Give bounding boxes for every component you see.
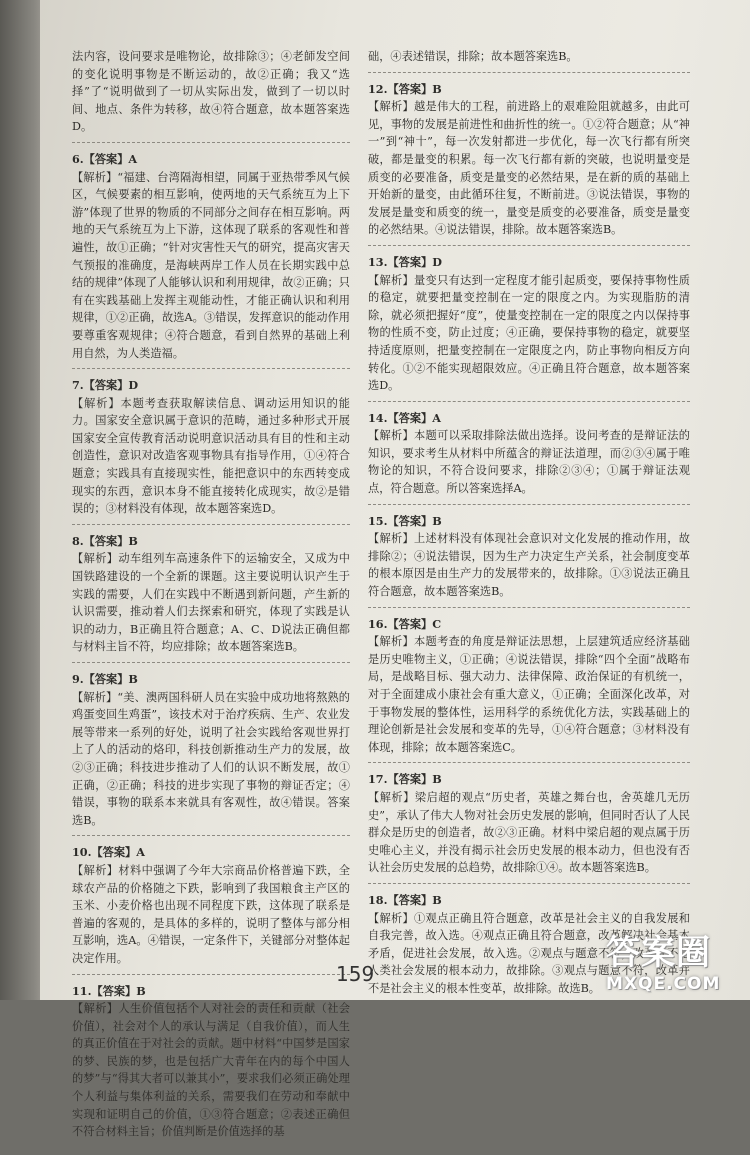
explanation-text: 【解析】量变只有达到一定程度才能引起质变，要保持事物性质的稳定，就要把量变控制在一定的限度之内。为实现脂肪的清除，就必须把握好“度”，使量变控制在一定的限度之内以保持事物的性质不变，防止过度；④正确，要保持事物的稳定，就要坚持适度原则，把量变控制在一定限度之内，防止事物向相反方向转化。①②不能实现超限效应。④正确且符合题意，故本题答案选D。 [368, 273, 690, 393]
answer-11 [72, 983, 350, 1147]
explanation-text: 【解析】材料中强调了今年大宗商品价格普遍下跌，全球农产品的价格随之下跌，影响到了我国粮食主产区的玉米、小麦价格也出现不同程度下跌，这体现了联系是普遍的客观的，是具体的多样的，说明了整体与部分相互影响，选A。④错误，一定条件下，关键部分对整体起决定作用。 [72, 863, 350, 965]
answer-7 [72, 377, 350, 525]
explanation-text: 【解析】人生价值包括个人对社会的责任和贡献（社会价值），社会对个人的承认与满足（自我价值），而人生的真正价值在于对社会的贡献。题中材料“中国梦是国家的梦、民族的梦，也是包括广大青年在内的每个中国人的梦”与“得其大者可以兼其小”，要求我们必须正确处理个人利益与集体利益的关系，需要我们在劳动和奉献中实现和证明自己的价值，①③符合题意；②表述正确但不符合材料主旨；价值判断是价值选择的基 [72, 1002, 350, 1139]
answer-17 [368, 771, 690, 884]
answer-label: 6.【答案】A [72, 151, 138, 166]
watermark-logo [606, 925, 738, 995]
answer-label: 7.【答案】D [72, 378, 139, 393]
answer-16 [368, 616, 690, 764]
answer-label: 18.【答案】B [368, 892, 442, 907]
answer-14 [368, 410, 690, 505]
explanation-text: 【解析】“福建、台湾隔海相望，同属于亚热带季风气候区，气候要素的相互影响，使两地的天气系统互为上下游”体现了世界的物质的不同部分之间存在相互影响。两地的天气系统互为上下游，这体现了联系的客观性和普遍性，故①正确；“针对灾害性天气的研究，提高灾害天气预报的准确度，是海峡两岸工作人员在长期实践中总结的规律”体现了人能够认识和利用规律，故②正确；只有在实践基础上发挥主观能动性，才能正确认识和利用规律，①②正确，故选A。③错误，发挥意识的能动作用要尊重客观规律；④符合题意，看到自然界的基础上利用自然，为人类造福。 [72, 170, 350, 360]
watermark-line1: 答案圈 [606, 933, 711, 973]
explanation-text: 【解析】本题可以采取排除法做出选择。设问考查的是辩证法的知识，要求考生从材料中所蕴含的辩证法道理，而②③④属于唯物论的知识，不符合设问要求，排除②③④；①属于辩证法观点，符合题意。所以答案选择A。 [368, 429, 690, 496]
answer-label: 13.【答案】D [368, 254, 442, 269]
explanation-text: 【解析】上述材料没有体现社会意识对文化发展的推动作用，故排除②；④说法错误，因为生产力决定生产关系，社会制度变革的根本原因是由生产力的发展带来的，故排除。①③说法正确且符合题意，故本题答案选B。 [368, 532, 690, 599]
answer-12 [368, 81, 690, 246]
explanation-text: 【解析】①观点正确且符合题意，改革是社会主义的自我发展和自我完善，故入选。④观点正确且符合题意，改革解决社会基本矛盾，促进社会发展，故入选。②观点与题意不符，改革并不是人类社会发展的根本动力，故排除。③观点与题意不符，改革并不是社会主义的根本性变革，故排除。故选B。 [368, 911, 690, 995]
answer-13 [368, 254, 690, 402]
left-item-0 [72, 48, 350, 143]
answer-6 [72, 151, 350, 369]
explanation-text: 【解析】本题考查的角度是辩证法思想，上层建筑适应经济基础是历史唯物主义，①正确；④说法错误，排除“四个全面”战略布局，是战略目标、强大动力、法律保障、政治保证的有机统一，对于全面建成小康社会有重大意义，①正确；全面深化改革，对于事物发展的整体性，运用科学的系统优化方法，实践基础上的理论创新是社会发展和变革的先导，①④符合题意；③材料没有体现，排除；故本题答案选C。 [368, 635, 690, 754]
answer-label: 14.【答案】A [368, 410, 441, 425]
answer-label: 9.【答案】B [72, 672, 138, 686]
answer-label: 12.【答案】B [368, 81, 442, 96]
explanation-text: 【解析】梁启超的观点“历史者，英雄之舞台也，舍英雄几无历史”，承认了伟大人物对社会历史发展的影响，但同时否认了人民群众是历史的创造者，故②③正确。材料中梁启超的观点属于历史唯心主义，并没有揭示社会历史发展的根本动力，但也没有否认社会历史发展的总趋势，故排除①④。故本题答案选B。 [368, 790, 690, 875]
answer-label: 11.【答案】B [72, 983, 146, 998]
left-column [72, 48, 350, 1155]
page-number: 159 [336, 962, 375, 986]
explanation-text: 【解析】本题考查获取解读信息、调动运用知识的能力。国家安全意识属于意识的范畴，通过多种形式开展国家安全宣传教育活动说明意识活动具有目的性和主动创造性，意识对改造客观事物具有指导作用，①④符合题意；实践具有直接现实性，能把意识中的东西转变成现实的东西，意识本身不能直接转化成现实，故②是错误的；③材料没有体现，故本题答案选D。 [72, 396, 350, 516]
right-item-0 [368, 48, 690, 73]
explanation-text: 【解析】动车组列车高速条件下的运输安全，又成为中国铁路建设的一个全新的课题。这主要说明认识产生于实践的需要，人们在实践中不断遇到新问题，产生新的认识需要，推动着人们去探索和研究，体现了实践是认识的动力，B正确且符合题意；A、C、D说法正确但都与材料主旨不符，均应排除；故本题答案选B。 [72, 552, 350, 654]
continuation-text: 础，④表述错误，排除；故本题答案选B。 [368, 50, 578, 63]
explanation-text: 【解析】“美、澳两国科研人员在实验中成功地将熬熟的鸡蛋变回生鸡蛋”，该技术对于治疗疾病、生产、农业发展等带来一系列的好处，说明了社会实践给客观世界打上了人的活动的烙印，科技创新推动生产力的发展，故②③正确；科技进步推动了人们的认识不断发展，故①正确，②正确；科技的进步实现了事物的辩证否定；④错误，事物的联系本来就具有客观性，故④错误。答案选B。 [72, 690, 350, 827]
answer-label: 15.【答案】B [368, 513, 442, 528]
answer-9 [72, 671, 350, 836]
answer-8 [72, 533, 350, 663]
continuation-text: 法内容，设问要求是唯物论，故排除③；④老師发空间的变化说明事物是不断运动的，故②正确；我又“选择”了“说明做到了一切从实际出发，做到了一切以时间、地点、条件为转移，故④符合题意，故本题答案选D。 [72, 50, 350, 134]
answer-10 [72, 844, 350, 974]
answer-label: 8.【答案】B [72, 533, 138, 548]
answer-label: 16.【答案】C [368, 616, 442, 631]
answer-label: 10.【答案】A [72, 845, 145, 860]
right-column [368, 48, 690, 1012]
answer-15 [368, 513, 690, 608]
watermark-line2: MXQE.COM [606, 974, 721, 994]
explanation-text: 【解析】越是伟大的工程，前进路上的艰难险阻就越多，由此可见，事物的发展是前进性和曲折性的统一。①②符合题意；从“神一”到“神十”，每一次发射都进一步优化，每一次飞行都有所突破，都是量变的积累。每一次飞行都有新的突破，也说明量变是质变的必要准备，质变是量变的必然结果，是在新的质的基础上开始新的量变，由此循环往复，不断前进。③说法错误，事物的发展是量变和质变的统一，量变是质变的必要准备，质变是量变的必然结果。④说法错误，排除。故本题答案选B。 [368, 100, 690, 237]
answer-label: 17.【答案】B [368, 772, 442, 787]
